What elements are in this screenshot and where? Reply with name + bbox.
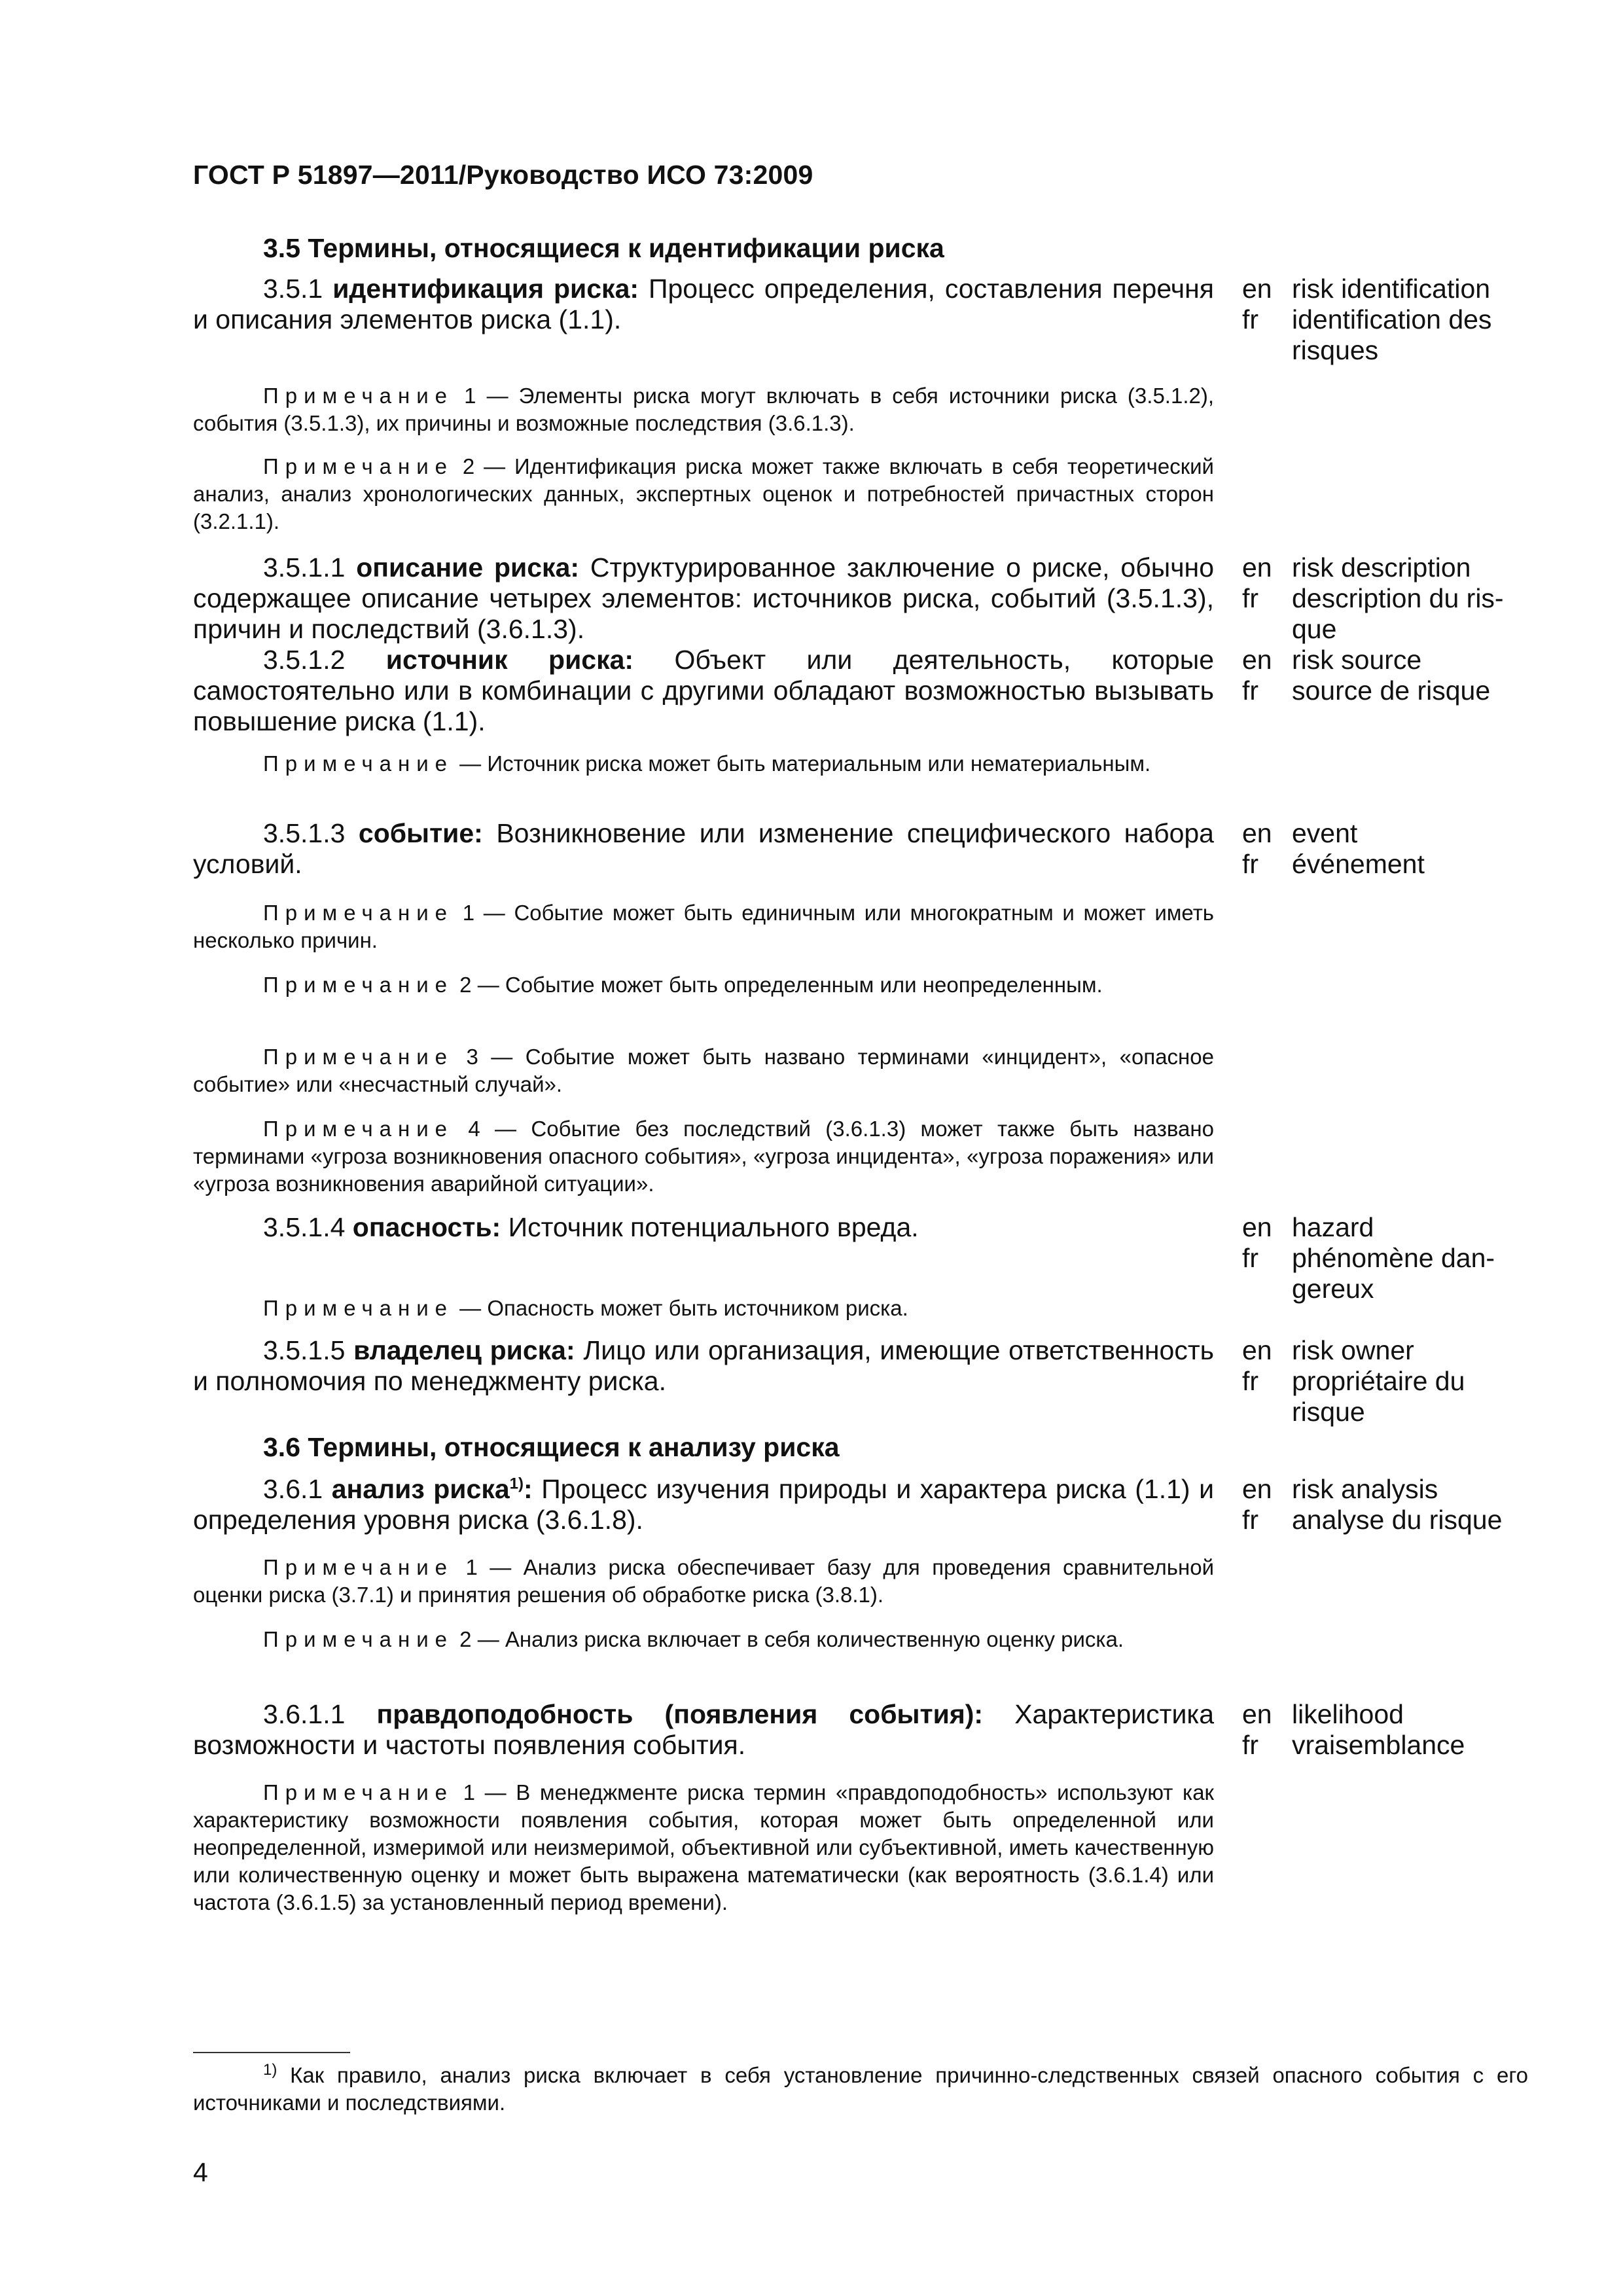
term-definition: Структурированное заключение о риске, обычно содержащее описание четырех элементов: источников риска, событий (3.5.1.3), причин и последствий (3.6.1.3).: [193, 552, 1214, 644]
term-number: 3.5.1: [263, 274, 333, 304]
note-label: Примечание: [263, 1627, 454, 1651]
note-text: — Источник риска может быть материальным или нематериальным.: [454, 751, 1151, 776]
note-3-5-1-3-1: [193, 899, 1214, 954]
term-en: risk source: [1292, 645, 1422, 675]
term-definition: Источник потенциального вреда.: [501, 1212, 919, 1242]
term-number: 3.5.1.4: [263, 1212, 353, 1242]
term-fr: source de risque: [1292, 675, 1491, 706]
note-label: Примечание: [263, 384, 454, 408]
term-number: 3.5.1.5: [263, 1335, 354, 1365]
note-text: 1 — Анализ риска обеспечивает базу для проведения сравнительной оценки риска (3.7.1) и принятия решения об обработке риска (3.8.1).: [193, 1555, 1214, 1607]
term-fr: description du ris-: [1292, 583, 1504, 613]
term-number: 3.5.1.3: [263, 818, 359, 848]
document-header: ГОСТ Р 51897—2011/Руководство ИСО 73:2009: [193, 160, 813, 190]
term-definition: Характеристика возможности и частоты появления события.: [193, 1699, 1214, 1760]
note-text: 2 — Событие может быть определенным или неопределенным.: [454, 973, 1103, 997]
term-fr: vraisemblance: [1292, 1730, 1465, 1760]
term-definition: Процесс определения, составления перечня и описания элементов риска (1.1).: [193, 274, 1214, 334]
note-label: Примечание: [263, 1555, 454, 1579]
footnote: [193, 2062, 1528, 2117]
lang-en: en: [1242, 1699, 1272, 1729]
note-3-5-1-3-4: [193, 1115, 1214, 1198]
equivalents-3-5-1-3: [1242, 818, 1530, 880]
term-fr: analyse du risque: [1292, 1505, 1503, 1535]
section-heading-3-6: 3.6 Термины, относящиеся к анализу риска: [263, 1432, 840, 1462]
note-3-6-1-1-1: [193, 1779, 1214, 1916]
term-3-5-1-3: [193, 818, 1214, 880]
equivalents-3-5-1: [1242, 274, 1530, 366]
term-definition: Возникновение или изменение специфического набора условий.: [193, 818, 1214, 879]
note-3-5-1-1: [193, 382, 1214, 437]
term-3-5-1-5: [193, 1335, 1214, 1397]
term-name: правдоподобность (появления события):: [376, 1699, 984, 1729]
term-fr: identification des: [1292, 304, 1492, 334]
note-3-6-1-2: [193, 1626, 1214, 1653]
note-label: Примечание: [263, 1780, 454, 1804]
term-definition: Процесс изучения природы и характера риска (1.1) и определения уровня риска (3.6.1.8).: [193, 1474, 1215, 1535]
note-3-6-1-1: [193, 1554, 1214, 1609]
lang-fr: fr: [1242, 583, 1259, 613]
term-3-6-1-1: [193, 1699, 1214, 1761]
note-text: 1 — В менеджменте риска термин «правдоподобность» используют как характеристику возможности появления события, которая может быть определенной или неопределенной, измеримой или неизмеримой, объективной или субъективной, иметь качественную или количественную оценку и может быть выражена математически (как вероятность (3.6.1.4) или частота (3.6.1.5) за установленный период времени).: [193, 1780, 1214, 1914]
term-fr-continued: que: [1292, 614, 1337, 644]
lang-en: en: [1242, 552, 1272, 583]
lang-fr: fr: [1242, 1730, 1259, 1760]
lang-en: en: [1242, 274, 1272, 304]
term-definition: Объект или деятельность, которые самостоятельно или в комбинации с другими обладают возможностью вызывать повышение риска (1.1).: [193, 645, 1214, 736]
term-definition: Лицо или организация, имеющие ответственность и полномочия по менеджменту риска.: [193, 1335, 1214, 1396]
note-label: Примечание: [263, 1296, 454, 1320]
term-3-5-1: [193, 274, 1214, 335]
lang-fr: fr: [1242, 304, 1259, 334]
footnote-reference: 1): [509, 1475, 524, 1493]
equivalents-3-5-1-2: [1242, 645, 1530, 706]
term-en: hazard: [1292, 1212, 1374, 1242]
note-label: Примечание: [263, 1117, 454, 1141]
lang-fr: fr: [1242, 675, 1259, 706]
term-number: 3.5.1.2: [263, 645, 386, 675]
note-label: Примечание: [263, 1045, 454, 1069]
note-text: 4 — Событие без последствий (3.6.1.3) может также быть названо терминами «угроза возникновения опасного события», «угроза инцидента», «угроза поражения» или «угроза возникновения аварийной ситуации».: [193, 1117, 1214, 1196]
lang-en: en: [1242, 818, 1272, 848]
equivalents-3-6-1-1: [1242, 1699, 1530, 1761]
note-label: Примечание: [263, 973, 454, 997]
term-name: владелец риска:: [353, 1335, 575, 1365]
lang-fr: fr: [1242, 849, 1259, 879]
page-number: 4: [193, 2157, 208, 2187]
note-text: 3 — Событие может быть названо терминами «инцидент», «опасное событие» или «несчастный случай».: [193, 1045, 1214, 1096]
term-name: источник риска:: [385, 645, 634, 675]
term-en: risk description: [1292, 552, 1471, 583]
term-fr: événement: [1292, 849, 1425, 879]
term-fr: propriétaire du: [1292, 1366, 1465, 1396]
note-text: 2 — Идентификация риска может также включать в себя теоретический анализ, анализ хронологических данных, экспертных оценок и потребностей причастных сторон (3.2.1.1).: [193, 454, 1214, 533]
term-en: risk owner: [1292, 1335, 1414, 1365]
term-number: 3.6.1.1: [263, 1699, 377, 1729]
section-heading-3-5: 3.5 Термины, относящиеся к идентификации риска: [263, 233, 944, 263]
term-fr-continued: gereux: [1292, 1274, 1374, 1304]
term-en: risk identification: [1292, 274, 1491, 304]
term-fr: phénomène dan-: [1292, 1243, 1495, 1273]
term-3-5-1-2: [193, 645, 1214, 737]
note-label: Примечание: [263, 454, 454, 478]
lang-fr: fr: [1242, 1505, 1259, 1535]
footnote-mark: 1): [263, 2061, 277, 2079]
lang-fr: fr: [1242, 1366, 1259, 1396]
note-text: — Опасность может быть источником риска.: [454, 1296, 908, 1320]
lang-en: en: [1242, 645, 1272, 675]
term-fr-continued: risques: [1292, 335, 1379, 365]
equivalents-3-6-1: [1242, 1474, 1530, 1535]
term-number: 3.5.1.1: [263, 552, 357, 583]
equivalents-3-5-1-5: [1242, 1335, 1530, 1427]
lang-en: en: [1242, 1212, 1272, 1242]
lang-fr: fr: [1242, 1243, 1259, 1273]
term-name: событие:: [358, 818, 483, 848]
term-number: 3.6.1: [263, 1474, 332, 1504]
term-3-6-1: [193, 1474, 1214, 1535]
note-text: 1 — Событие может быть единичным или многократным и может иметь несколько причин.: [193, 901, 1214, 952]
term-3-5-1-1: [193, 552, 1214, 645]
note-label: Примечание: [263, 751, 454, 776]
footnote-text: Как правило, анализ риска включает в себя установление причинно-следственных связей опасного события с его источниками и последствиями.: [193, 2063, 1528, 2115]
note-text: 1 — Элементы риска могут включать в себя источники риска (3.5.1.2), события (3.5.1.3), их причины и возможные последствия (3.6.1.3).: [193, 384, 1214, 435]
term-name: идентификация риска:: [332, 274, 639, 304]
note-3-5-1-2-1: [193, 750, 1214, 778]
lang-en: en: [1242, 1474, 1272, 1504]
term-name: опасность:: [352, 1212, 501, 1242]
note-3-5-1-3-3: [193, 1043, 1214, 1098]
term-en: event: [1292, 818, 1358, 848]
term-name: анализ риска$^{1)}$:: [331, 1474, 533, 1504]
note-3-5-1-4-1: [193, 1295, 1214, 1322]
footnote-separator: [193, 2052, 350, 2053]
equivalents-3-5-1-1: [1242, 552, 1530, 645]
term-fr-continued: risque: [1292, 1397, 1365, 1427]
note-3-5-1-2: [193, 453, 1214, 535]
term-en: risk analysis: [1292, 1474, 1438, 1504]
equivalents-3-5-1-4: [1242, 1212, 1530, 1304]
note-3-5-1-3-2: [193, 971, 1214, 999]
term-3-5-1-4: [193, 1212, 1214, 1243]
lang-en: en: [1242, 1335, 1272, 1365]
note-label: Примечание: [263, 901, 454, 925]
note-text: 2 — Анализ риска включает в себя количественную оценку риска.: [454, 1627, 1124, 1651]
term-en: likelihood: [1292, 1699, 1404, 1729]
term-name: описание риска:: [356, 552, 580, 583]
